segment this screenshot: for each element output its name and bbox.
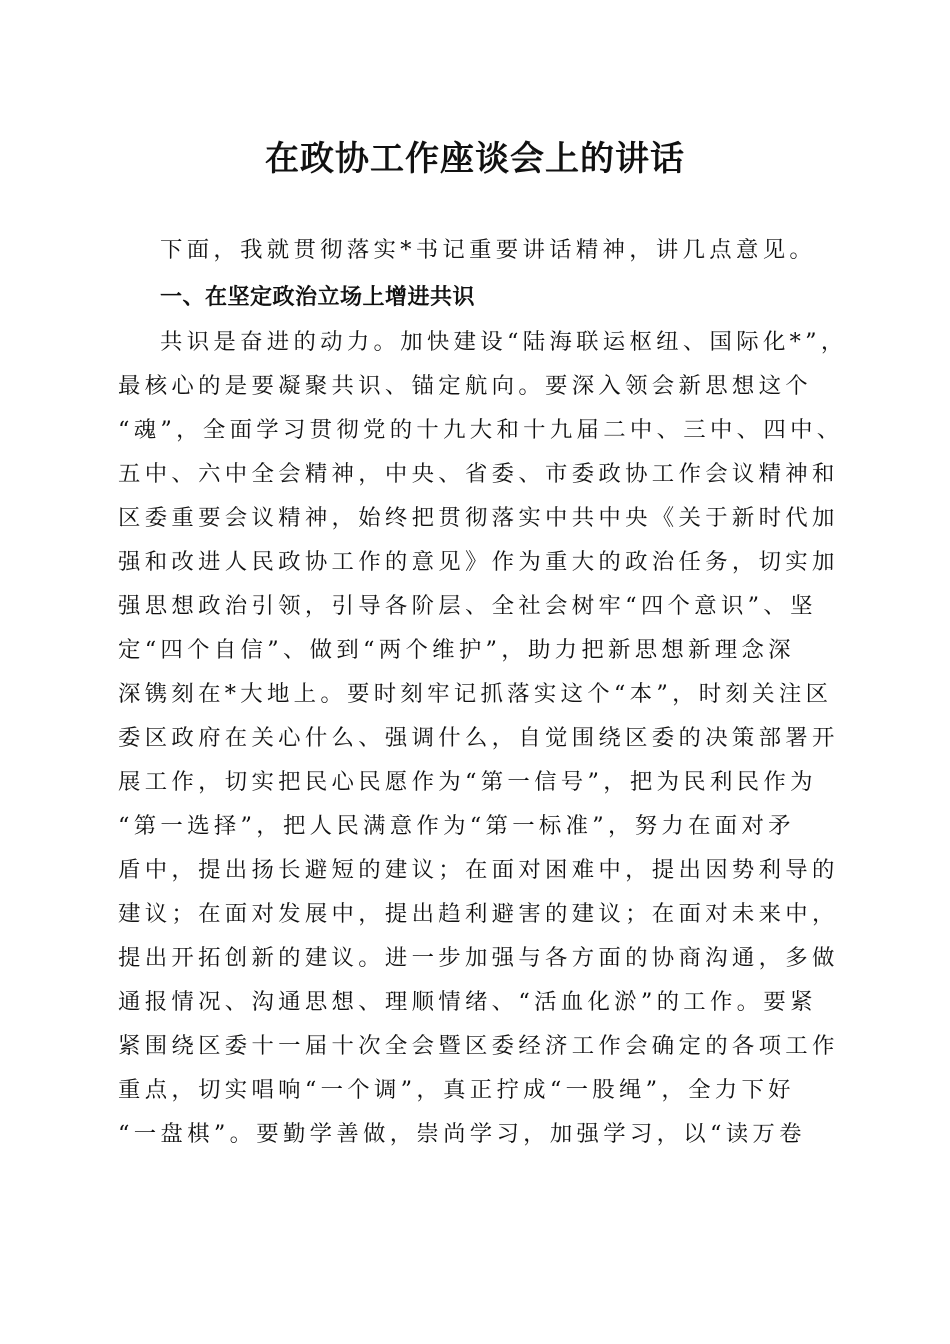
document-title: 在政协工作座谈会上的讲话	[265, 139, 685, 179]
paragraph-line: 区委重要会议精神，始终把贯彻落实中共中央《关于新时代加	[118, 505, 839, 531]
paragraph-line: 建议；在面对发展中，提出趋利避害的建议；在面对未来中，	[118, 901, 839, 927]
paragraph-line: 通报情况、沟通思想、理顺情绪、“活血化淤”的工作。要紧	[118, 989, 817, 1015]
paragraph-line: 展工作，切实把民心民愿作为“第一信号”，把为民利民作为	[118, 769, 817, 795]
paragraph-line: 五中、六中全会精神，中央、省委、市委政协工作会议精神和	[118, 461, 839, 487]
paragraph-line: 提出开拓创新的建议。进一步加强与各方面的协商沟通，多做	[118, 945, 839, 971]
paragraph-line: 强思想政治引领，引导各阶层、全社会树牢“四个意识”、坚	[118, 593, 817, 619]
intro-paragraph: 下面，我就贯彻落实*书记重要讲话精神，讲几点意见。	[160, 237, 817, 263]
paragraph-line: 盾中，提出扬长避短的建议；在面对困难中，提出因势利导的	[118, 857, 839, 883]
paragraph-line: 深镌刻在*大地上。要时刻牢记抓落实这个“本”，时刻关注区	[118, 681, 833, 707]
section-heading: 一、在坚定政治立场上增进共识	[160, 285, 476, 310]
body-paragraph	[118, 320, 848, 1156]
paragraph-line: 委区政府在关心什么、强调什么，自觉围绕区委的决策部署开	[118, 725, 839, 751]
paragraph-line: 重点，切实唱响“一个调”，真正拧成“一股绳”，全力下好	[118, 1077, 795, 1103]
paragraph-line: “魂”，全面学习贯彻党的十九大和十九届二中、三中、四中、	[118, 417, 844, 443]
paragraph-line: “一盘棋”。要勤学善做，崇尚学习，加强学习，以“读万卷	[118, 1121, 806, 1147]
paragraph-line: 最核心的是要凝聚共识、锚定航向。要深入领会新思想这个	[118, 373, 812, 399]
paragraph-line: 紧围绕区委十一届十次全会暨区委经济工作会确定的各项工作	[118, 1033, 839, 1059]
paragraph-line: “第一选择”，把人民满意作为“第一标准”，努力在面对矛	[118, 813, 795, 839]
paragraph-line: 定“四个自信”、做到“两个维护”，助力把新思想新理念深	[118, 637, 795, 663]
paragraph-line: 共识是奋进的动力。加快建设“陆海联运枢纽、国际化*”，	[160, 329, 848, 355]
paragraph-line: 强和改进人民政协工作的意见》作为重大的政治任务，切实加	[118, 549, 839, 575]
